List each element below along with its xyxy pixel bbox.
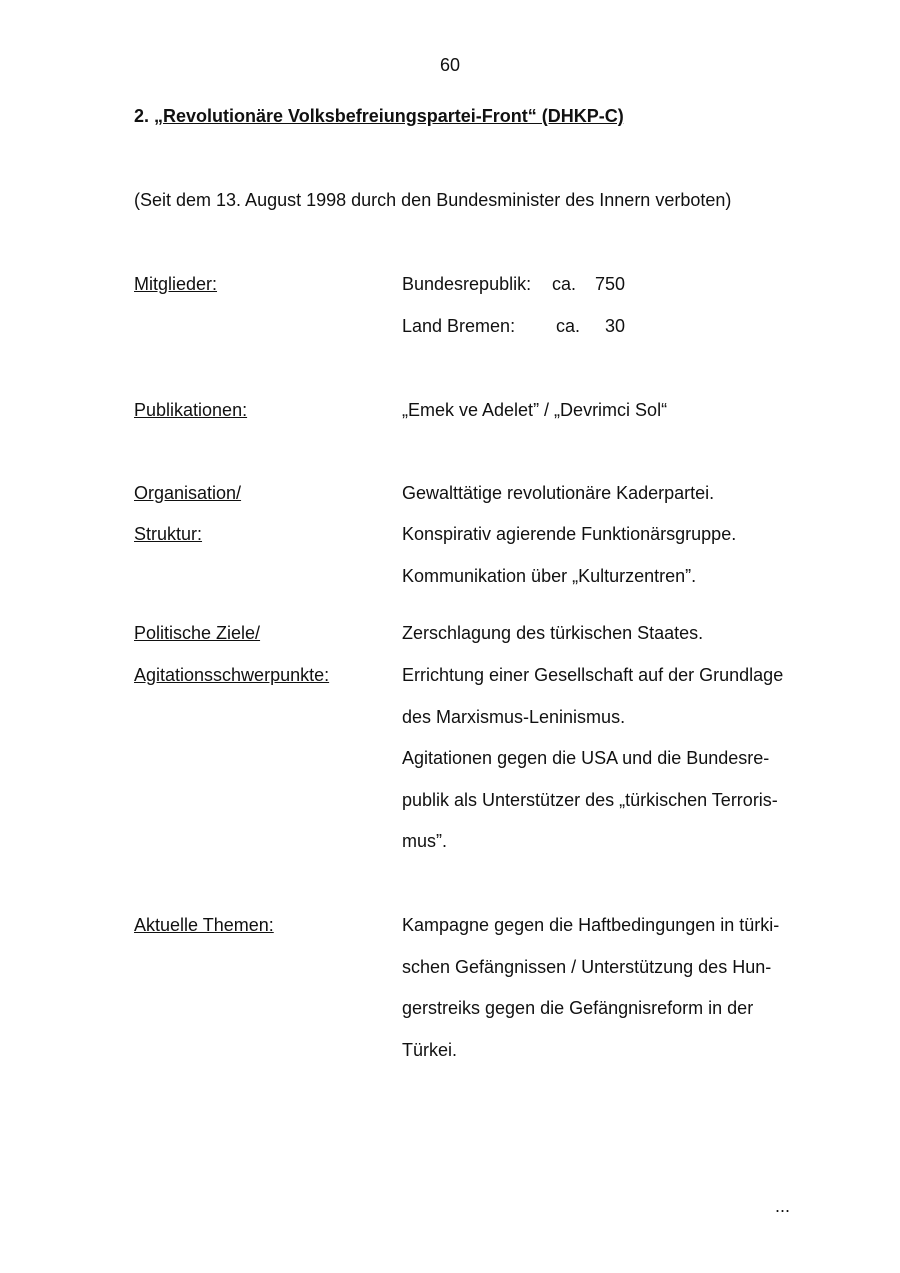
- ban-note: (Seit dem 13. August 1998 durch den Bundesminister des Innern verboten): [134, 190, 732, 210]
- publications-label: Publikationen:: [134, 400, 248, 420]
- goals-line: des Marxismus-Leninismus.: [402, 707, 626, 727]
- topics-label: Aktuelle Themen:: [134, 915, 274, 935]
- section-number: 2.: [134, 106, 150, 126]
- goals-line: Errichtung einer Gesellschaft auf der Grundlage: [402, 665, 784, 685]
- organisation-line: Konspirativ agierende Funktionärsgruppe.: [402, 524, 737, 544]
- members-region: Bundesrepublik:: [402, 274, 532, 294]
- topics-line: Türkei.: [402, 1040, 458, 1060]
- page-number: 60: [439, 55, 461, 75]
- topics-line: Kampagne gegen die Haftbedingungen in türki-: [402, 915, 780, 935]
- structure-label: Struktur:: [134, 524, 203, 544]
- goals-line: Zerschlagung des türkischen Staates.: [402, 623, 704, 643]
- goals-line: publik als Unterstützer des „türkischen Terroris-: [402, 790, 778, 810]
- topics-line: gerstreiks gegen die Gefängnisreform in der: [402, 998, 754, 1018]
- members-count: 750: [594, 274, 625, 294]
- goals-line: mus”.: [402, 831, 447, 851]
- section-title: „Revolutionäre Volksbefreiungspartei-Front“ (DHKP-C): [154, 106, 624, 126]
- members-approx: ca.: [552, 274, 577, 294]
- publications-value: „Emek ve Adelet” / „Devrimci Sol“: [402, 400, 668, 420]
- agitation-label: Agitationsschwerpunkte:: [134, 665, 330, 685]
- continuation-mark: ...: [775, 1196, 791, 1216]
- members-count: 30: [604, 316, 625, 336]
- section-heading: [134, 106, 624, 127]
- members-region: Land Bremen:: [402, 316, 516, 336]
- organisation-line: Kommunikation über „Kulturzentren”.: [402, 566, 697, 586]
- topics-line: schen Gefängnissen / Unterstützung des Hun-: [402, 957, 772, 977]
- organisation-label: Organisation/: [134, 483, 242, 503]
- organisation-line: Gewalttätige revolutionäre Kaderpartei.: [402, 483, 715, 503]
- members-approx: ca.: [556, 316, 581, 336]
- members-label: Mitglieder:: [134, 274, 218, 294]
- goals-label: Politische Ziele/: [134, 623, 261, 643]
- goals-line: Agitationen gegen die USA und die Bundesre-: [402, 748, 770, 768]
